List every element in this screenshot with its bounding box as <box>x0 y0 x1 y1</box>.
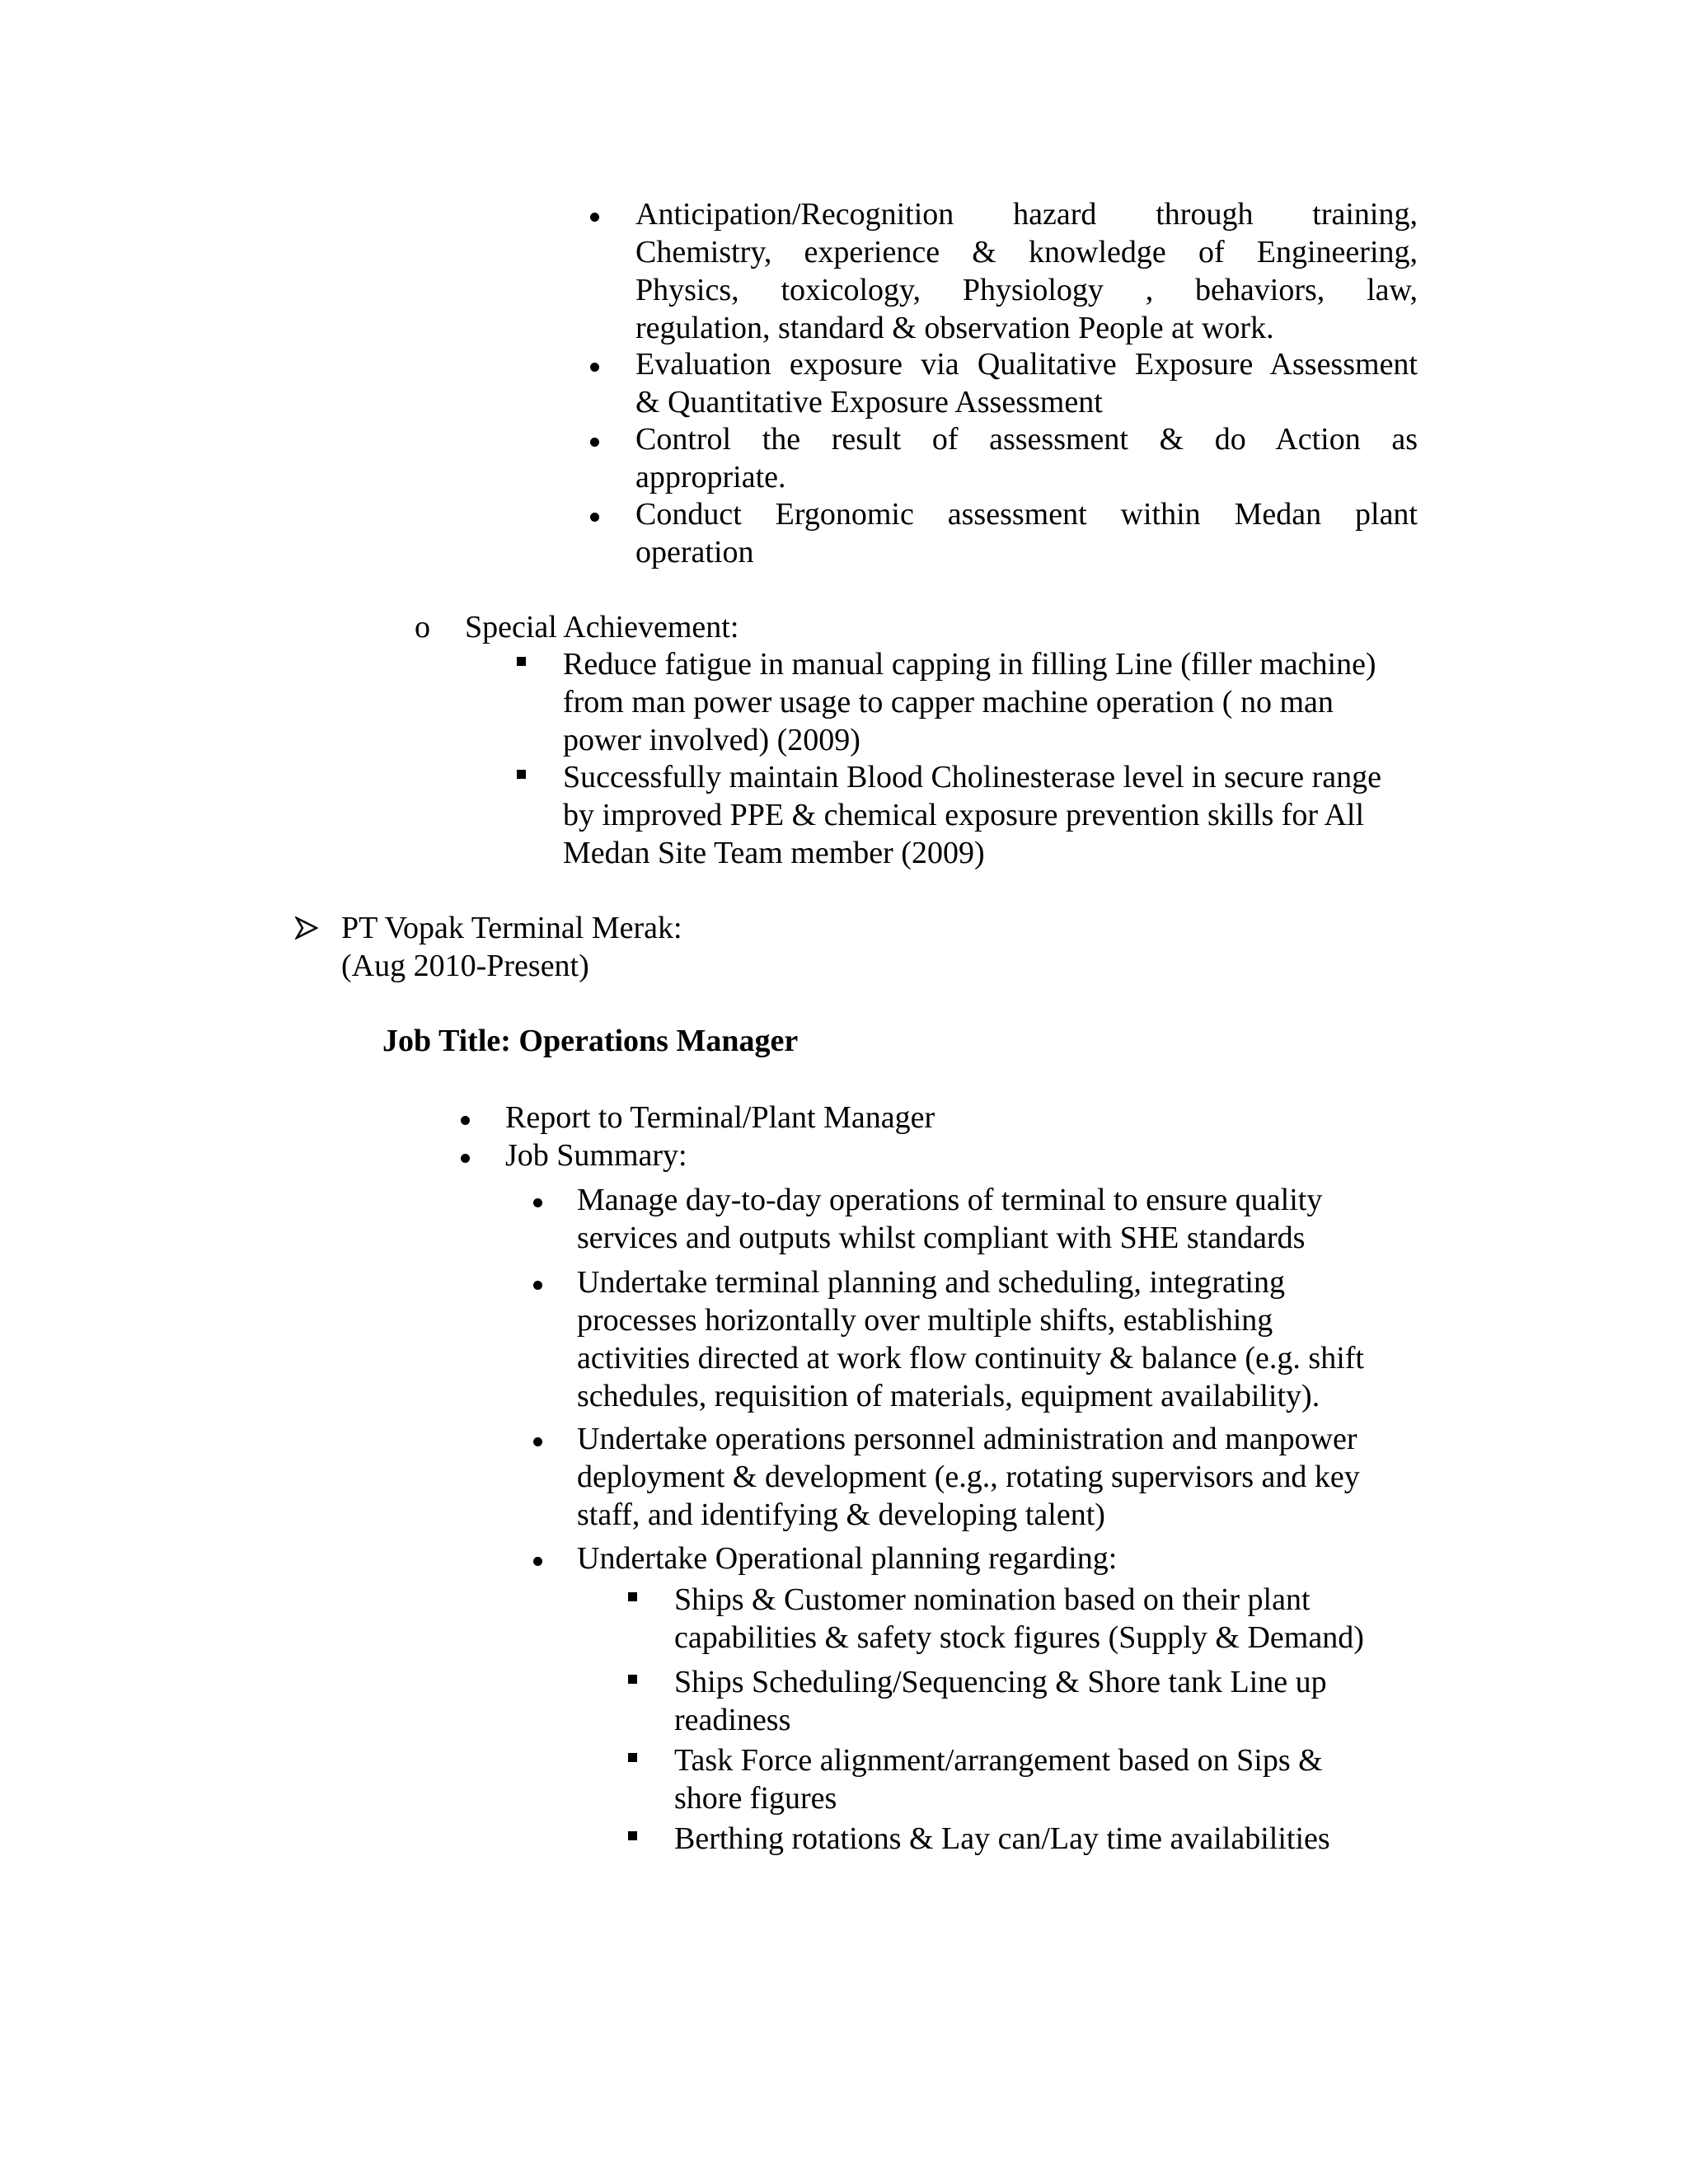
employer-name: PT Vopak Terminal Merak: <box>341 911 682 945</box>
list-item <box>674 1820 1432 1858</box>
text-line: Physics, toxicology, Physiology , behaviors, law, <box>635 273 1418 307</box>
list-item <box>577 1181 1418 1257</box>
list-item <box>577 1263 1418 1415</box>
list-item: Job Summary: <box>505 1138 687 1173</box>
text-line: appropriate. <box>635 460 786 494</box>
text-line: from man power usage to capper machine operation ( no man <box>563 685 1334 719</box>
square-bullet-icon <box>628 1753 637 1762</box>
employment-period: (Aug 2010-Present) <box>341 949 589 983</box>
text-line: activities directed at work flow continuity & balance (e.g. shift <box>577 1341 1364 1376</box>
list-item <box>635 345 1418 421</box>
text-line: capabilities & safety stock figures (Supply & Demand) <box>674 1620 1364 1655</box>
text-line: deployment & development (e.g., rotating supervisors and key <box>577 1460 1360 1494</box>
list-item <box>577 1540 1418 1577</box>
text-line: services and outputs whilst compliant with SHE standards <box>577 1221 1306 1255</box>
text-line: Reduce fatigue in manual capping in filling Line (filler machine) <box>563 647 1376 682</box>
list-item: Report to Terminal/Plant Manager <box>505 1100 935 1135</box>
text-line: regulation, standard & observation People at work. <box>635 311 1274 345</box>
square-bullet-icon <box>517 657 526 666</box>
text-line: Ships Scheduling/Sequencing & Shore tank Line up <box>674 1665 1327 1699</box>
bullet-dot-icon <box>461 1116 470 1125</box>
text-line: Undertake terminal planning and scheduling, integrating <box>577 1265 1285 1300</box>
list-item <box>563 645 1420 759</box>
text-line: power involved) (2009) <box>563 723 860 757</box>
list-item <box>563 758 1420 872</box>
text-line: Anticipation/Recognition hazard through training, <box>635 197 1418 232</box>
text-line: Control the result of assessment & do Action as <box>635 422 1418 457</box>
text-line: Manage day-to-day operations of terminal to ensure quality <box>577 1183 1323 1217</box>
list-item <box>635 495 1418 571</box>
text-line: Evaluation exposure via Qualitative Exposure Assessment <box>635 347 1418 382</box>
text-line: Berthing rotations & Lay can/Lay time availabilities <box>674 1821 1330 1856</box>
text-line: Chemistry, experience & knowledge of Engineering, <box>635 235 1418 269</box>
text-line: operation <box>635 535 754 569</box>
square-bullet-icon <box>628 1675 637 1684</box>
job-title: Job Title: Operations Manager <box>382 1024 799 1058</box>
list-item <box>635 195 1418 347</box>
text-line: shore figures <box>674 1781 837 1816</box>
square-bullet-icon <box>628 1831 637 1840</box>
bullet-dot-icon <box>533 1281 542 1290</box>
text-line: Undertake Operational planning regarding: <box>577 1541 1118 1576</box>
text-line: by improved PPE & chemical exposure prevention skills for All <box>563 798 1365 832</box>
square-bullet-icon <box>517 770 526 779</box>
bullet-dot-icon <box>461 1154 470 1163</box>
arrow-bullet-icon <box>295 916 318 940</box>
text-line: & Quantitative Exposure Assessment <box>635 385 1103 419</box>
text-line: Successfully maintain Blood Cholinesterase level in secure range <box>563 760 1381 794</box>
square-bullet-icon <box>628 1592 637 1601</box>
text-line: Medan Site Team member (2009) <box>563 836 985 870</box>
text-line: processes horizontally over multiple shifts, establishing <box>577 1303 1273 1338</box>
bullet-dot-icon <box>533 1437 542 1446</box>
bullet-dot-icon <box>533 1198 542 1207</box>
text-line: Conduct Ergonomic assessment within Medan plant <box>635 497 1418 532</box>
list-item <box>635 420 1418 496</box>
text-line: schedules, requisition of materials, equipment availability). <box>577 1379 1320 1413</box>
bullet-dot-icon <box>590 363 599 372</box>
text-line: Task Force alignment/arrangement based on Sips & <box>674 1743 1323 1778</box>
circle-bullet: o <box>415 610 430 644</box>
list-item <box>674 1581 1432 1657</box>
section-heading: Special Achievement: <box>465 610 739 644</box>
bullet-dot-icon <box>590 513 599 522</box>
text-line: staff, and identifying & developing talent) <box>577 1497 1105 1532</box>
text-line: Undertake operations personnel administration and manpower <box>577 1422 1357 1456</box>
text-line: readiness <box>674 1703 791 1737</box>
list-item <box>577 1420 1418 1534</box>
bullet-dot-icon <box>590 438 599 447</box>
bullet-dot-icon <box>590 213 599 222</box>
list-item <box>674 1663 1432 1739</box>
list-item <box>674 1741 1432 1817</box>
bullet-dot-icon <box>533 1557 542 1566</box>
text-line: Ships & Customer nomination based on their plant <box>674 1582 1311 1617</box>
